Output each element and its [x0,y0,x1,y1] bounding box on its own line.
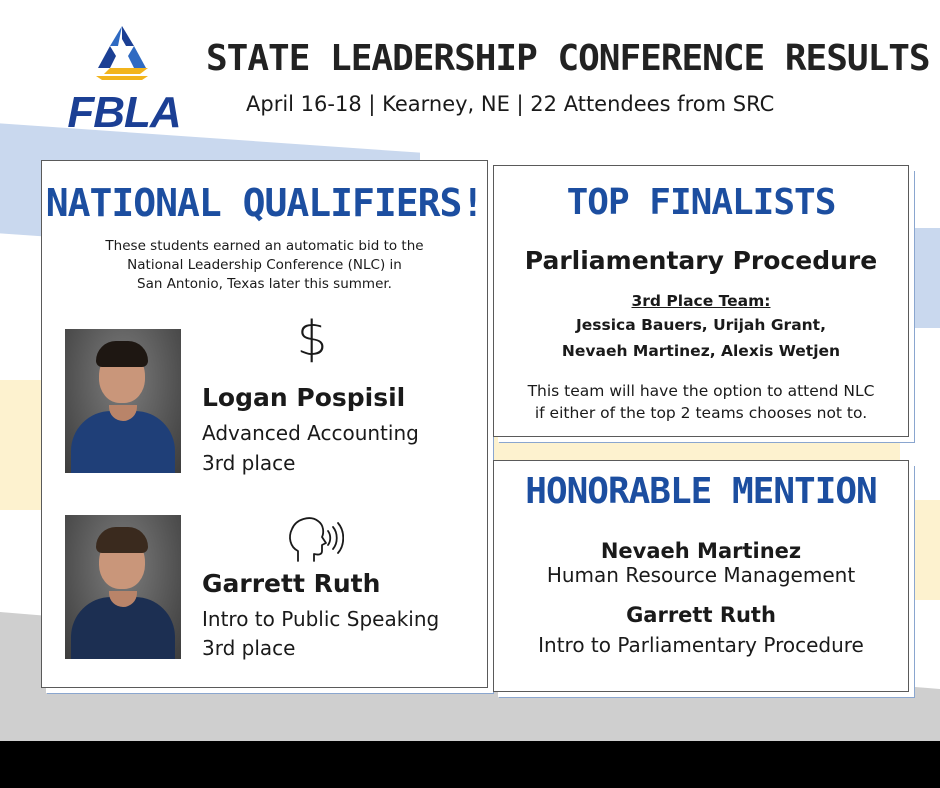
student-place: 3rd place [202,451,296,475]
team-members-line: Nevaeh Martinez, Alexis Wetjen [561,342,841,360]
footer-bar [0,741,940,788]
student-photo-garrett-ruth [65,515,181,659]
student-place: 3rd place [202,636,296,660]
team-members-line: Jessica Bauers, Urijah Grant, [576,316,826,334]
intro-line: San Antonio, Texas later this summer. [137,276,392,292]
mention-event: Human Resource Management [546,563,856,587]
team-note-line: This team will have the option to attend NLC [527,382,875,400]
intro-line: These students earned an automatic bid to the [105,238,424,254]
finalist-event-title: Parliamentary Procedure [524,246,878,275]
honorable-mention-panel [493,460,909,692]
national-qualifiers-heading: NATIONAL QUALIFIERS! [45,181,484,225]
honorable-mention-heading: HONORABLE MENTION [525,471,877,512]
speaking-head-icon [284,513,344,565]
page-subtitle: April 16-18 | Kearney, NE | 22 Attendees from SRC [246,92,775,116]
mention-event: Intro to Parliamentary Procedure [538,633,864,657]
student-name: Garrett Ruth [202,569,381,598]
mention-name: Nevaeh Martinez [600,539,802,563]
top-finalists-heading: TOP FINALISTS [566,182,836,223]
top-finalists-panel [493,165,909,437]
dollar-sign-icon: $ [296,311,328,367]
page-title: STATE LEADERSHIP CONFERENCE RESULTS [206,38,930,79]
student-event: Intro to Public Speaking [202,607,440,631]
fbla-wordmark: FBLA [67,88,181,137]
national-qualifiers-panel [41,160,488,688]
fbla-logo [52,22,192,140]
mention-name: Garrett Ruth [626,603,776,627]
intro-line: National Leadership Conference (NLC) in [127,257,402,273]
fbla-triangle-logo-icon [90,24,154,80]
team-note-line: if either of the top 2 teams chooses not to. [534,404,868,422]
student-name: Logan Pospisil [202,383,406,412]
student-event: Advanced Accounting [202,421,419,445]
national-qualifiers-intro [72,237,457,294]
team-placement-label: 3rd Place Team: [631,292,771,310]
student-photo-logan-pospisil [65,329,181,473]
